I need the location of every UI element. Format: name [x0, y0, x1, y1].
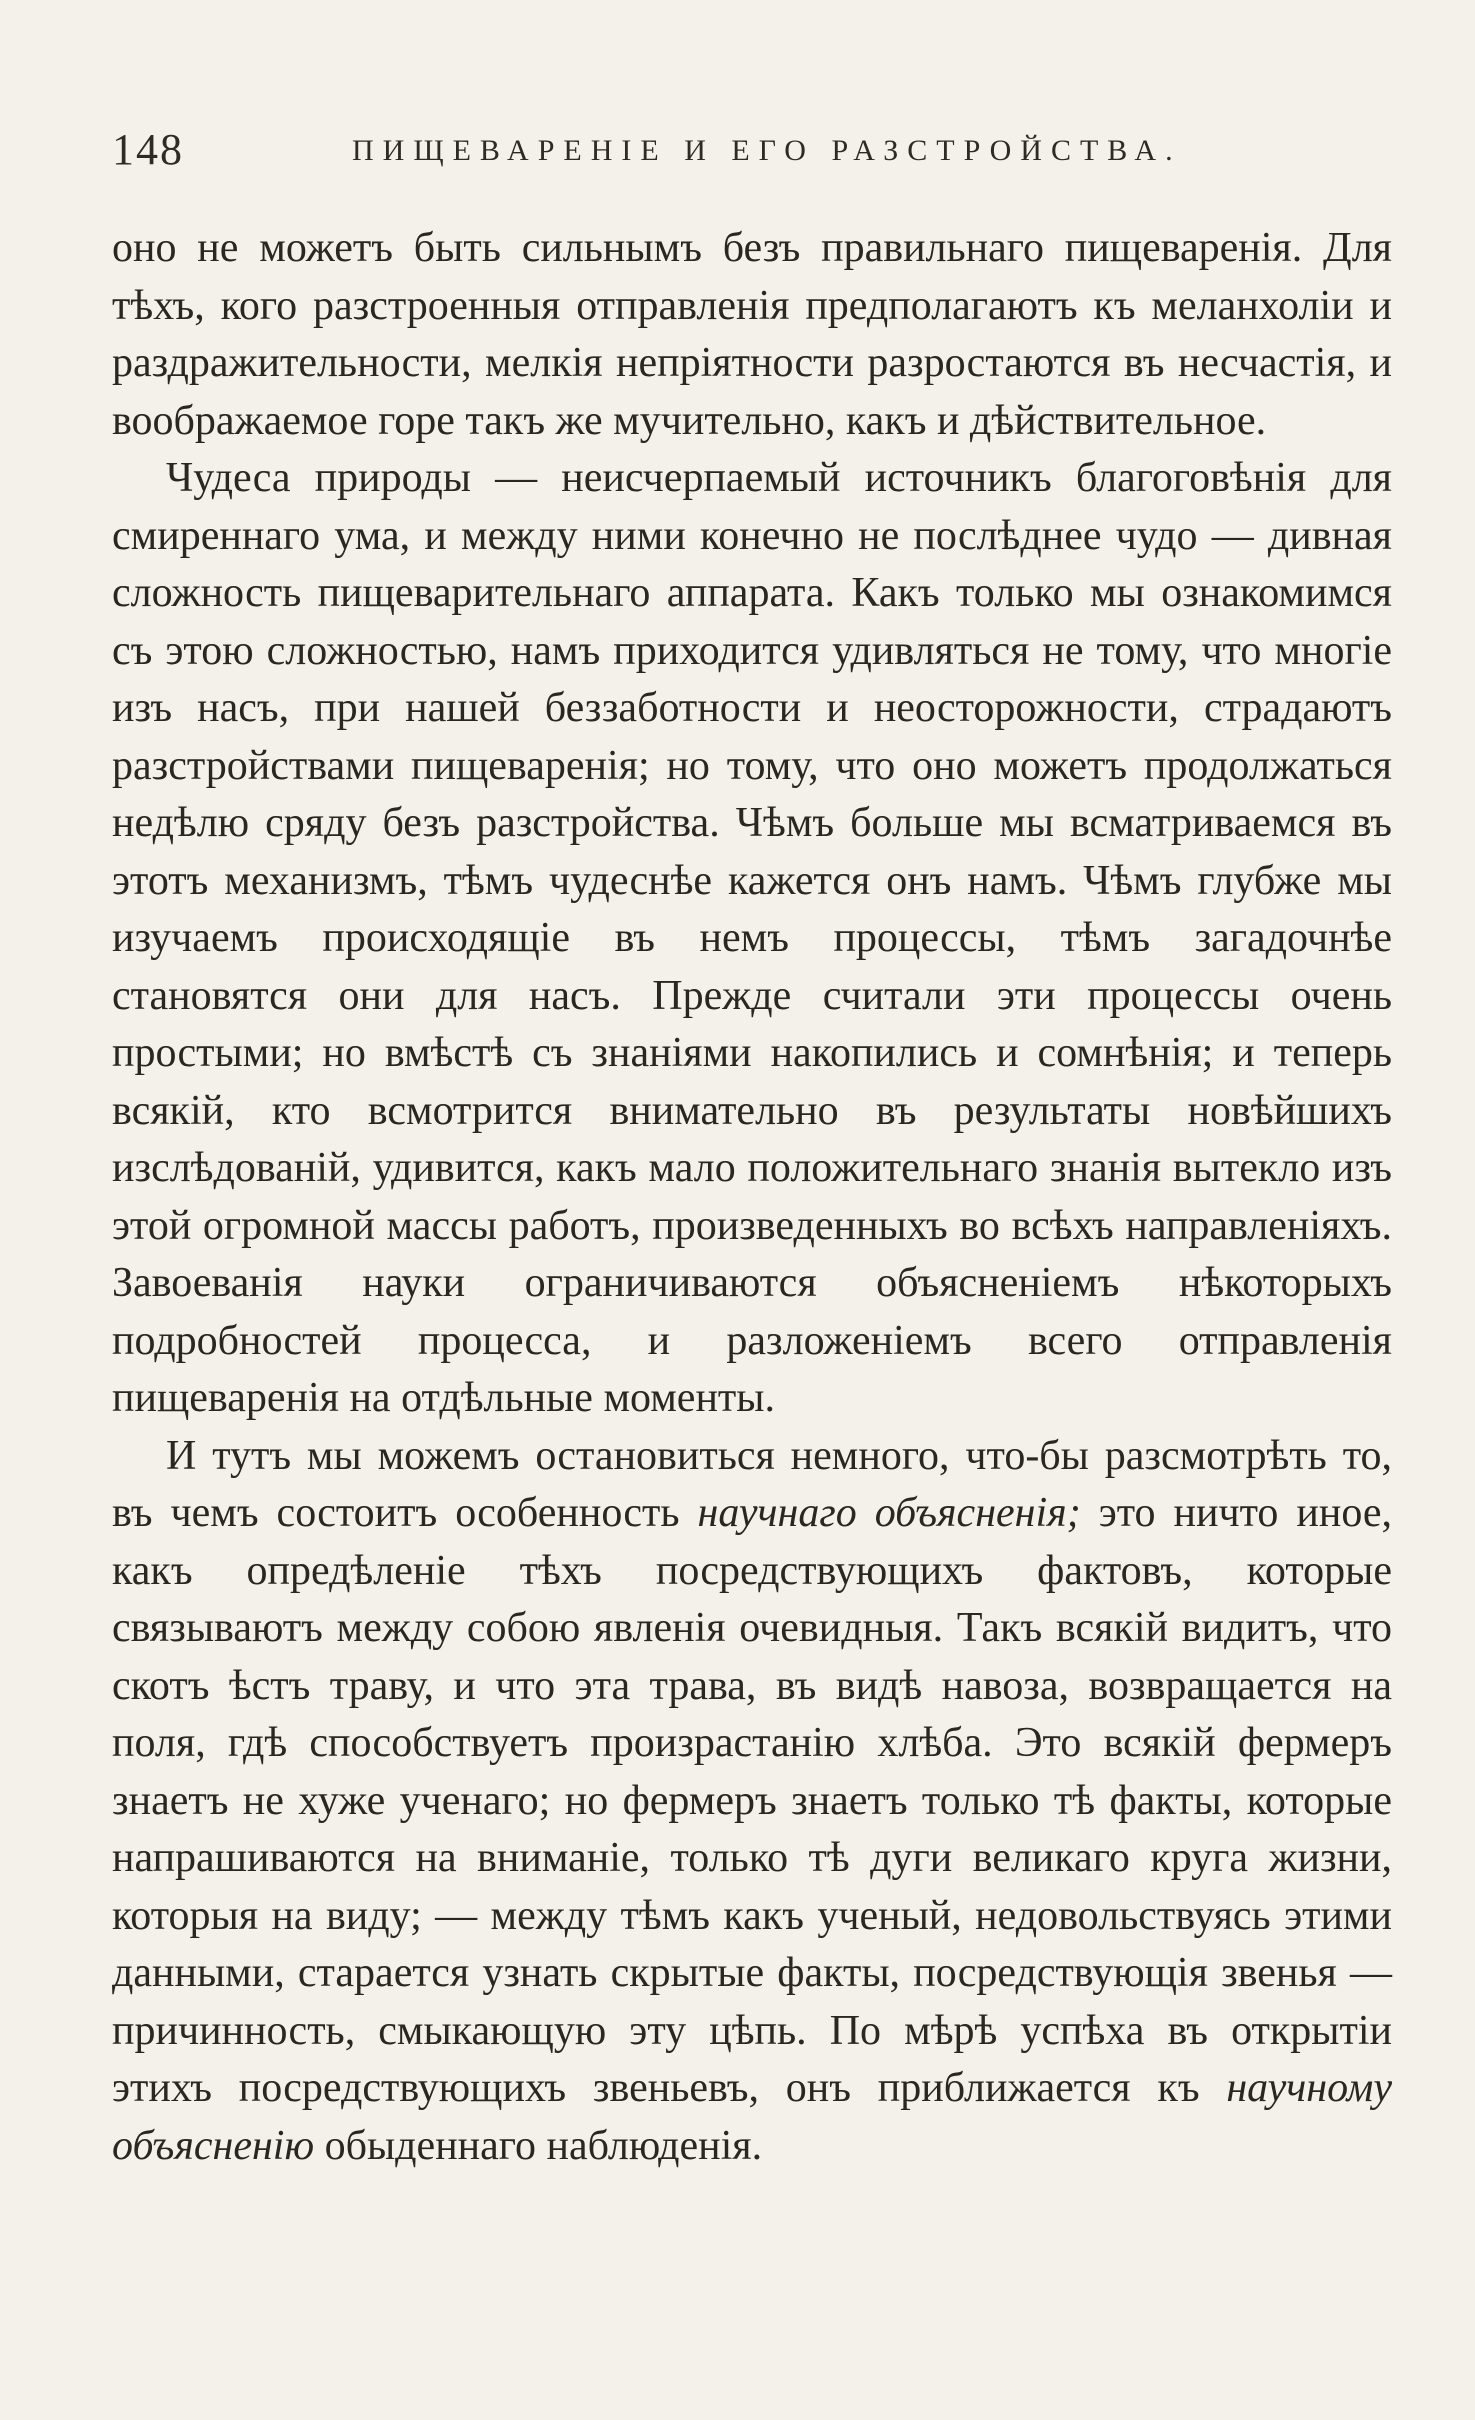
- emphasis-to-scientific-explanation: научному объясненію: [112, 2065, 1392, 2169]
- paragraph-text-part3: обыденнаго наблюденія.: [314, 2122, 763, 2169]
- body-text: [112, 220, 1392, 2175]
- paragraph-wonders-of-nature: Чудеса природы — неисчерпаемый источникъ благоговѣнія для смиреннаго ума, и между ними конечно не послѣднее чудо — дивная сложность пищеварительнаго аппарата. Какъ только мы ознакомимся съ этою сложностью, намъ приходится удивляться не тому, что многіе изъ насъ, при нашей беззаботности и неосторожности, страдаютъ разстройствами пищеваренія; но тому, что оно можетъ продолжаться недѣлю сряду безъ разстройства. Чѣмъ больше мы всматриваемся въ этотъ механизмъ, тѣмъ чудеснѣе кажется онъ намъ. Чѣмъ глубже мы изучаемъ происходящіе въ немъ процессы, тѣмъ загадочнѣе становятся они для насъ. Прежде считали эти процессы очень простыми; но вмѣстѣ съ знаніями накопились и сомнѣнія; и теперь всякій, кто всмотрится внимательно въ результаты новѣйшихъ изслѣдованій, удивится, какъ мало положительнаго знанія вытекло изъ этой огромной массы работъ, произведенныхъ во всѣхъ направленіяхъ. Завоеванія науки ограничиваются объясненіемъ нѣкоторыхъ подробностей процесса, и разложеніемъ всего отправленія пищеваренія на отдѣльные моменты.: [112, 455, 1392, 1421]
- paragraph-text-part1: И тутъ мы можемъ остановиться немного, что-бы разсмотрѣть то, въ чемъ состоитъ особенность: [112, 1432, 1392, 1536]
- paragraph-continued: оно не можетъ быть сильнымъ безъ правильнаго пищеваренія. Для тѣхъ, кого разстроенныя отправленія предполагаютъ къ меланхоліи и раздражительности, мелкія непріятности разростаются въ несчастія, и воображаемое горе такъ же мучительно, какъ и дѣйствительное.: [112, 225, 1392, 444]
- emphasis-scientific-explanation: научнаго объясненія;: [697, 1490, 1081, 1536]
- running-head: [112, 124, 1390, 184]
- paragraph-scientific-explanation: [112, 1428, 1392, 2176]
- paragraph-text-part2: это ничто иное, какъ опредѣленіе тѣхъ посредствующихъ фактовъ, которые связываютъ между собою явленія очевидныя. Такъ всякій видитъ, что скотъ ѣстъ траву, и что эта трава, въ видѣ навоза, возвращается на поля, гдѣ способствуетъ произрастанію хлѣба. Это всякій фермеръ знаетъ не хуже ученаго; но фермеръ знаетъ только тѣ факты, которые напрашиваются на вниманіе, только тѣ дуги великаго круга жизни, которыя на виду; — между тѣмъ какъ ученый, недовольствуясь этими данными, старается узнать скрытые факты, посредствующія звенья — причинность, смыкающую эту цѣпь. По мѣрѣ успѣха въ открытіи этихъ посредствующихъ звеньевъ, онъ приближается къ: [112, 1490, 1393, 2111]
- page-number: 148: [112, 125, 184, 174]
- running-title: ПИЩЕВАРЕНІЕ И ЕГО РАЗСТРОЙСТВА.: [352, 134, 1182, 167]
